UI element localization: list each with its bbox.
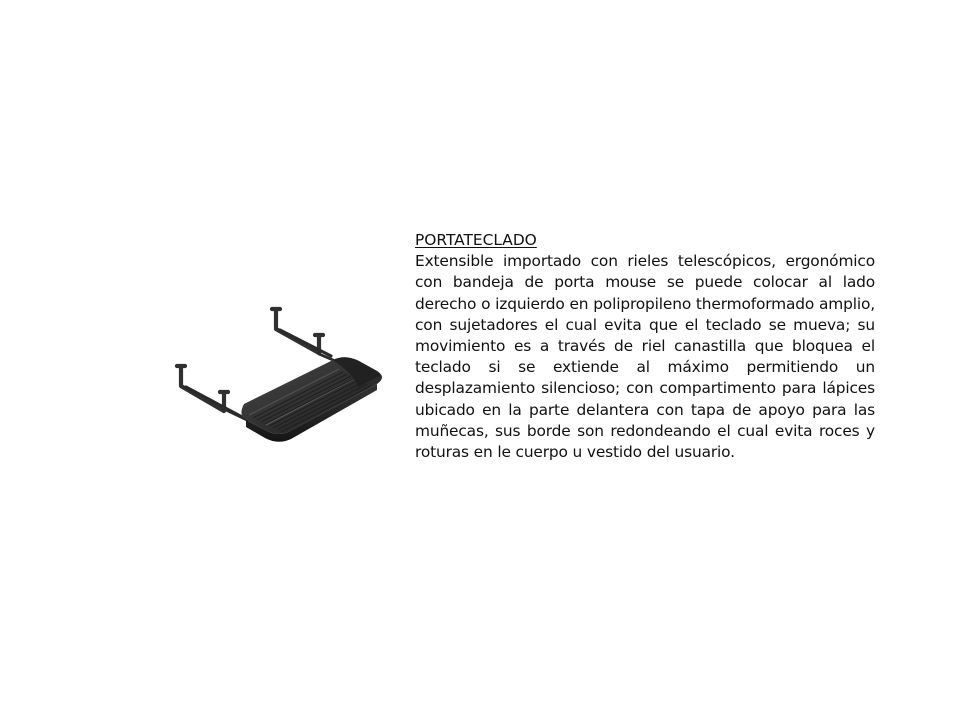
- keyboard-tray-body: [241, 357, 382, 442]
- keyboard-tray-svg: [168, 301, 388, 451]
- product-description-block: [415, 230, 875, 463]
- keyboard-tray-illustration: [168, 301, 388, 451]
- product-title: PORTATECLADO: [415, 231, 537, 249]
- product-description: Extensible importado con rieles telescópicos, ergonómico con bandeja de porta mouse se puede colocar al lado derecho o izquierdo en polipropileno thermoformado amplio, con sujetadores el cual evita que el teclado se mueva; su movimiento es a través de riel canastilla que bloquea el teclado si se extiende al máximo permitiendo un desplazamiento silencioso; con compartimento para lápices ubicado en la parte delantera con tapa de apoyo para las muñecas, sus borde son redondeando el cual evita roces y roturas en le cuerpo u vestido del usuario.: [415, 252, 875, 462]
